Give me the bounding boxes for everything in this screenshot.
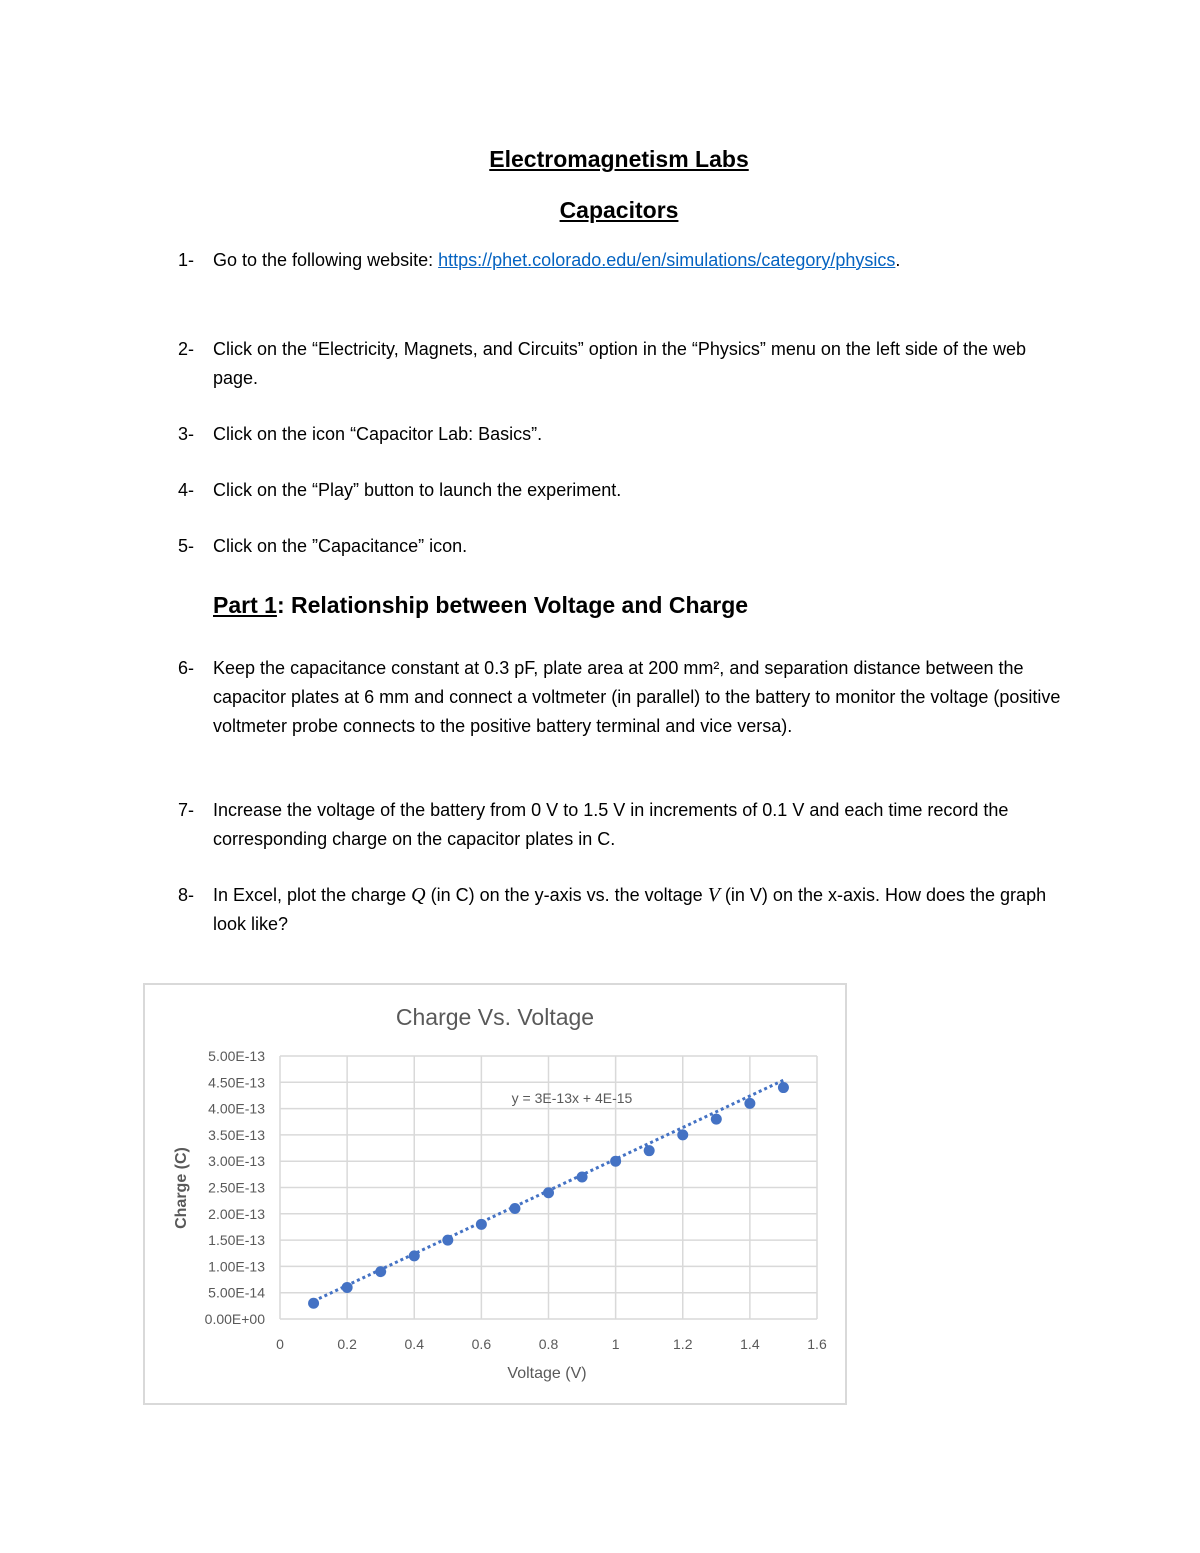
data-point xyxy=(442,1235,453,1246)
y-tick-label: 1.00E-13 xyxy=(208,1258,265,1275)
y-tick-label: 4.50E-13 xyxy=(208,1074,265,1091)
document-title: Electromagnetism Labs xyxy=(489,146,749,172)
y-tick-label: 1.50E-13 xyxy=(208,1232,265,1249)
data-point xyxy=(308,1298,319,1309)
step-number: 7- xyxy=(178,800,195,820)
step-text: Increase the voltage of the battery from 0 V to 1.5 V in increments of 0.1 V and each time record the corresponding charge on the capacitor plates in C. xyxy=(213,800,1009,849)
x-tick-label: 0.2 xyxy=(337,1336,357,1352)
step-number: 5- xyxy=(178,536,195,556)
x-tick-label: 0.4 xyxy=(404,1336,424,1352)
data-point xyxy=(476,1219,487,1230)
charge-voltage-chart xyxy=(145,985,845,1403)
step-text: Click on the icon “Capacitor Lab: Basics”. xyxy=(213,424,543,444)
data-point xyxy=(409,1250,420,1261)
part-title: : Relationship between Voltage and Charge xyxy=(276,592,749,618)
step-number: 6- xyxy=(178,658,195,678)
data-point xyxy=(543,1187,554,1198)
x-tick-label: 1 xyxy=(611,1336,620,1352)
y-tick-label: 5.00E-14 xyxy=(208,1284,265,1301)
data-point xyxy=(509,1203,520,1214)
trendline-equation: y = 3E-13x + 4E-15 xyxy=(511,1090,633,1107)
data-point xyxy=(677,1129,688,1140)
step-text: Keep the capacitance constant at 0.3 pF, plate area at 200 mm², and separation distance between the capacitor plates at 6 mm and connect a voltmeter (in parallel) to the battery to monitor the voltage (positive voltmeter probe connects to the positive battery terminal and vice versa). xyxy=(213,658,1061,736)
x-tick-label: 0.8 xyxy=(538,1336,559,1352)
step-number: 2- xyxy=(178,339,195,359)
data-point xyxy=(610,1156,621,1167)
y-tick-label: 3.00E-13 xyxy=(208,1153,265,1170)
step-text: Click on the “Play” button to launch the experiment. xyxy=(213,480,622,500)
x-axis-label: Voltage (V) xyxy=(507,1365,587,1382)
step-text: Click on the “Electricity, Magnets, and Circuits” option in the “Physics” menu on the left side of the web page. xyxy=(213,339,1027,388)
chart-frame xyxy=(143,983,847,1405)
phet-link[interactable]: https://phet.colorado.edu/en/simulations/category/physics xyxy=(438,250,896,270)
part-heading xyxy=(213,592,748,619)
x-tick-label: 1.4 xyxy=(740,1336,760,1352)
step-text: Click on the ”Capacitance” icon. xyxy=(213,536,468,556)
step-number: 1- xyxy=(178,250,195,270)
y-tick-label: 4.00E-13 xyxy=(208,1100,265,1117)
document-subtitle: Capacitors xyxy=(559,197,679,223)
step-number: 8- xyxy=(178,885,195,905)
step-text: In Excel, plot the charge Q (in C) on the y-axis vs. the voltage V (in V) on the x-axis. How does the graph look like? xyxy=(213,884,1047,934)
x-tick-label: 0.6 xyxy=(471,1336,492,1352)
data-point xyxy=(778,1082,789,1093)
voltage-symbol: V xyxy=(707,884,720,906)
step-number: 4- xyxy=(178,480,195,500)
x-tick-label: 1.2 xyxy=(673,1336,693,1352)
charge-symbol: Q xyxy=(411,884,426,906)
data-point xyxy=(375,1266,386,1277)
y-tick-label: 3.50E-13 xyxy=(208,1126,265,1143)
data-point xyxy=(744,1098,755,1109)
y-tick-label: 5.00E-13 xyxy=(208,1048,265,1064)
y-axis-label: Charge (C) xyxy=(173,1147,190,1229)
data-point xyxy=(342,1282,353,1293)
part-label: Part 1 xyxy=(213,592,277,618)
step-number: 3- xyxy=(178,424,195,444)
y-tick-label: 2.50E-13 xyxy=(208,1179,265,1196)
x-tick-label: 1.6 xyxy=(807,1336,827,1352)
y-tick-label: 2.00E-13 xyxy=(208,1205,265,1222)
data-point xyxy=(644,1145,655,1156)
data-point xyxy=(577,1171,588,1182)
y-tick-label: 0.00E+00 xyxy=(204,1311,265,1327)
step-text: Go to the following website: https://phet.colorado.edu/en/simulations/category/physics. xyxy=(213,250,901,270)
x-tick-label: 0 xyxy=(276,1336,284,1352)
chart-title: Charge Vs. Voltage xyxy=(395,1004,595,1030)
data-point xyxy=(711,1114,722,1125)
